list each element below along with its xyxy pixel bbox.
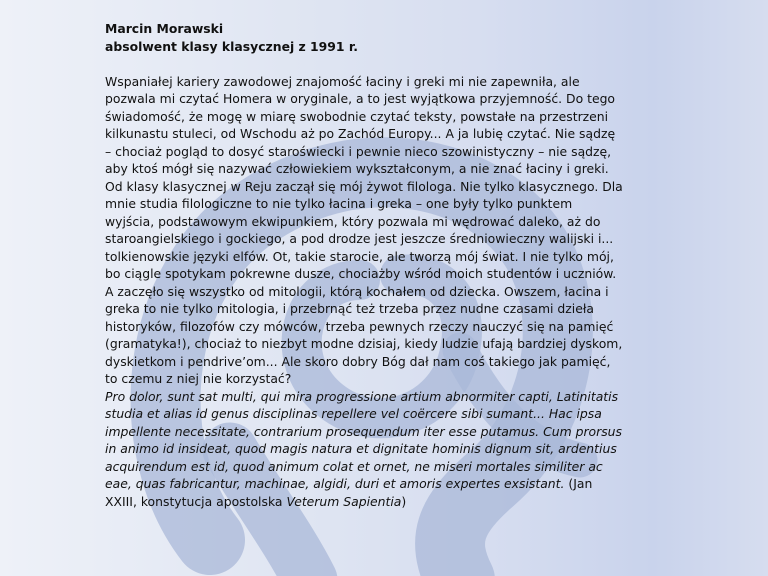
body-paragraph-2: Od klasy klasycznej w Reju zaczął się mój żywot filologa. Nie tylko klasycznego. Dla mnie studia filologiczne to nie tylko łacina i greka – one były tylko punktem wyjścia, podstawowym ekwipunkiem, który pozwala mi wędrować daleko, aż do staroangielskiego i gockiego, a pod drodze jest jeszcze średniowieczny walijski i... tolkienowskie języki elfów. Ot, takie starocie, ale tworzą mój świat. I nie tylko mój, bo ciągle spotykam pokrewne dusze, chociażby wśród moich studentów i uczniów. A zaczęło się wszystko od mitologii, którą kochałem od dziecka. Owszem, łacina i greka to nie tylko mitologia, i przebrnąć też trzeba przez nudne czasami dzieła historyków, filozofów czy mówców, trzeba pewnych rzeczy nauczyć się na pamięć (gramatyka!), chociaż to niezbyt modne dzisiaj, kiedy ludzie ufają bardziej dyskom, dyskietkom i pendrive’om... Ale skoro dobry Bóg dał nam coś takiego jak pamięć, to czemu z niej nie korzystać? xyxy=(105,178,623,386)
author-subtitle: absolwent klasy klasycznej z 1991 r. xyxy=(105,38,358,54)
latin-quote: Pro dolor, sunt sat multi, qui mira progressione artium abnormiter capti, Latinitatis studia et alias id genus disciplinas repellere vel coërcere sibi sumant... Hac ipsa impellente necessitate, contrarium prosequendum iter esse putamus. Cum prorsus in animo id insideat, quod magis natura et dignitate hominis dignum sit, ardentius acquirendum est id, quod animum colat et ornet, ne miseri mortales similiter ac eae, quas fabricantur, machinae, algidi, duri et amoris expertes exsistant. xyxy=(105,388,622,491)
quote-source-title: Veterum Sapientia xyxy=(286,493,402,509)
author-name: Marcin Morawski xyxy=(105,21,224,36)
latin-quote-block xyxy=(105,388,625,511)
quote-attribution-suffix: ) xyxy=(401,493,407,509)
body-paragraph-1: Wspaniałej kariery zawodowej znajomość łaciny i greki mi nie zapewniła, ale pozwala mi czytać Homera w oryginale, a to jest wyjątkowa przyjemność. Do tego świadomość, że mogę w miarę swobodnie czytać teksty, powstałe na przestrzeni kilkunastu stuleci, od Wschodu aż po Zachód Europy... A ja lubię czytać. Nie sądzę – chociaż pogląd to dosyć staroświecki i pewnie nieco szowinistyczny – nie sądzę, aby ktoś mógł się nazywać człowiekiem wykształconym, a nie znać łaciny i greki. xyxy=(105,73,616,176)
slide-content xyxy=(105,12,625,510)
quote-attribution-prefix: (Jan XXIII, konstytucja apostolska xyxy=(105,476,593,509)
spacer xyxy=(105,55,625,73)
